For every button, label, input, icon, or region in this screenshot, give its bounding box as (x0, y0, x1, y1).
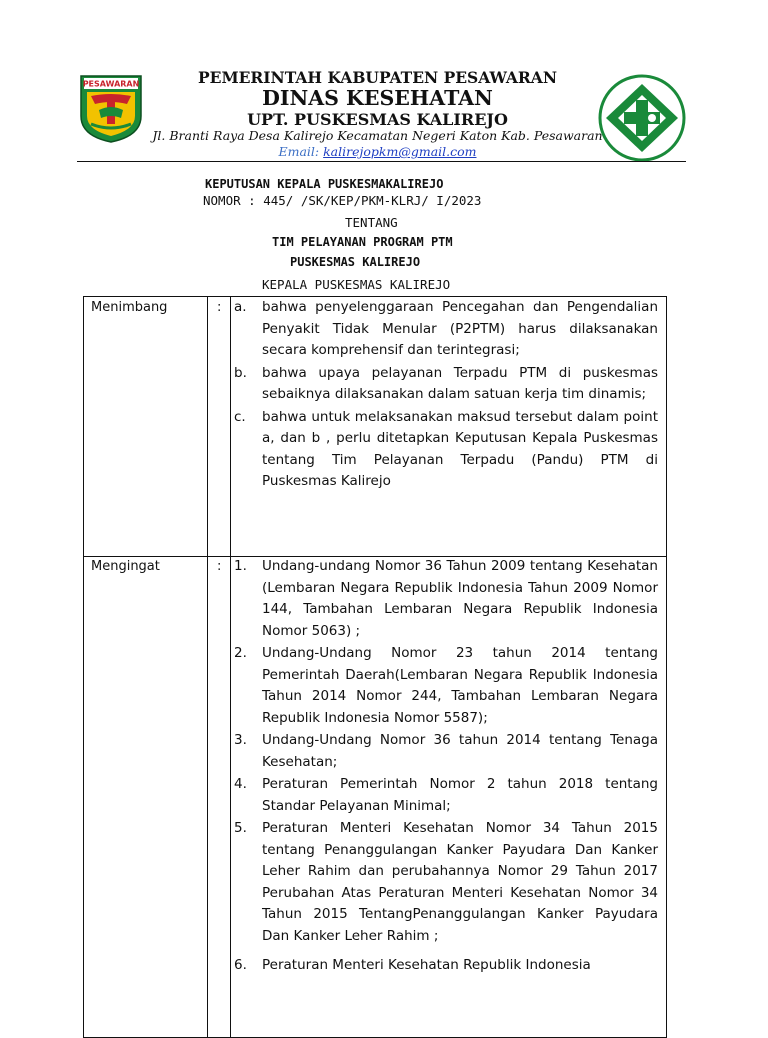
item-marker: c. (234, 408, 246, 425)
pesawaran-emblem-icon (77, 74, 145, 144)
item-marker: 3. (234, 732, 247, 748)
emblem-label: PESAWARAN (82, 79, 140, 89)
government-name: PEMERINTAH KABUPATEN PESAWARAN (197, 68, 558, 87)
colon: : (217, 300, 222, 315)
item-text: Peraturan Menteri Kesehatan Nomor 34 Tahun 2015 tentang Penanggulangan Kanker Payudara Dan Kanker Leher Rahim dan perubahannya Nomor 29 Tahun 2017 Perubahan Atas Peraturan Menteri Kesehatan Nomor 34 Tahun 2015 TentangPenanggulangan Kanker Payudara Dan Kanker Leher Rahim ; (262, 820, 658, 944)
item-marker: 1. (234, 558, 247, 574)
list-item (234, 774, 658, 817)
item-marker: a. (234, 299, 247, 315)
about-heading: TENTANG (345, 215, 398, 230)
item-marker: b. (234, 364, 247, 381)
item-marker: 2. (234, 645, 247, 661)
label-menimbang: Menimbang (91, 300, 168, 315)
item-text: Undang-undang Nomor 36 Tahun 2009 tentang Kesehatan (Lembaran Negara Republik Indonesia Tahun 2009 Nomor 144, Tambahan Lembaran Negara Republik Indonesia Nomor 5063) ; (262, 558, 658, 639)
item-marker: 5. (234, 820, 247, 836)
site-heading: PUSKESMAS KALIREJO (290, 255, 421, 269)
email-line (150, 144, 605, 159)
table-divider (230, 297, 231, 1037)
email-link[interactable]: kalirejopkm@gmail.com (323, 144, 477, 159)
decree-title: KEPUTUSAN KEPALA PUSKESMAKALIREJO (205, 177, 444, 191)
list-item (234, 730, 658, 773)
item-marker: 4. (234, 776, 247, 792)
address: Jl. Branti Raya Desa Kalirejo Kecamatan Negeri Katon Kab. Pesawaran (152, 128, 603, 143)
item-text: Undang-Undang Nomor 23 tahun 2014 tentang Pemerintah Daerah(Lembaran Negara Republik Indonesia Tahun 2014 Nomor 244, Tambahan Lembaran Negara Republik Indonesia Nomor 5587); (262, 645, 658, 726)
item-text: bahwa penyelenggaraan Pencegahan dan Pengendalian Penyakit Tidak Menular (P2PTM) harus dilaksanakan secara komprehensif dan terintegrasi; (262, 299, 658, 358)
decree-table (83, 296, 667, 1038)
label-mengingat: Mengingat (91, 559, 160, 574)
item-text: Peraturan Menteri Kesehatan Republik Indonesia (262, 957, 591, 973)
list-item (234, 818, 658, 947)
colon: : (217, 559, 222, 574)
menimbang-list (234, 297, 658, 494)
list-item (234, 297, 658, 362)
decree-number: NOMOR : 445/ /SK/KEP/PKM-KLRJ/ I/2023 (203, 193, 482, 208)
table-divider (207, 297, 208, 1037)
item-text: bahwa untuk melaksanakan maksud tersebut dalam point a, dan b , perlu ditetapkan Keputusan Kepala Puskesmas tentang Tim Pelayanan Terpadu (Pandu) PTM di Puskesmas Kalirejo (262, 408, 658, 489)
item-marker: 6. (234, 957, 247, 973)
item-text: bahwa upaya pelayanan Terpadu PTM di puskesmas sebaiknya dilaksanakan dalam satuan kerja tim dinamis; (262, 364, 658, 402)
list-item (234, 407, 658, 493)
issuer-heading: KEPALA PUSKESMAS KALIREJO (262, 277, 451, 292)
mengingat-list (234, 556, 658, 978)
item-text: Undang-Undang Nomor 36 tahun 2014 tentang Tenaga Kesehatan; (262, 732, 658, 770)
team-heading: TIM PELAYANAN PROGRAM PTM (272, 235, 453, 249)
letterhead-divider (77, 161, 686, 162)
department-name: DINAS KESEHATAN (262, 86, 493, 110)
list-item (234, 955, 658, 977)
list-item (234, 556, 658, 642)
item-text: Peraturan Pemerintah Nomor 2 tahun 2018 tentang Standar Pelayanan Minimal; (262, 776, 658, 814)
email-label: Email: (278, 144, 320, 159)
puskesmas-logo-icon (598, 74, 686, 162)
list-item (234, 643, 658, 729)
list-item (234, 363, 658, 406)
unit-name: UPT. PUSKESMAS KALIREJO (247, 110, 508, 129)
